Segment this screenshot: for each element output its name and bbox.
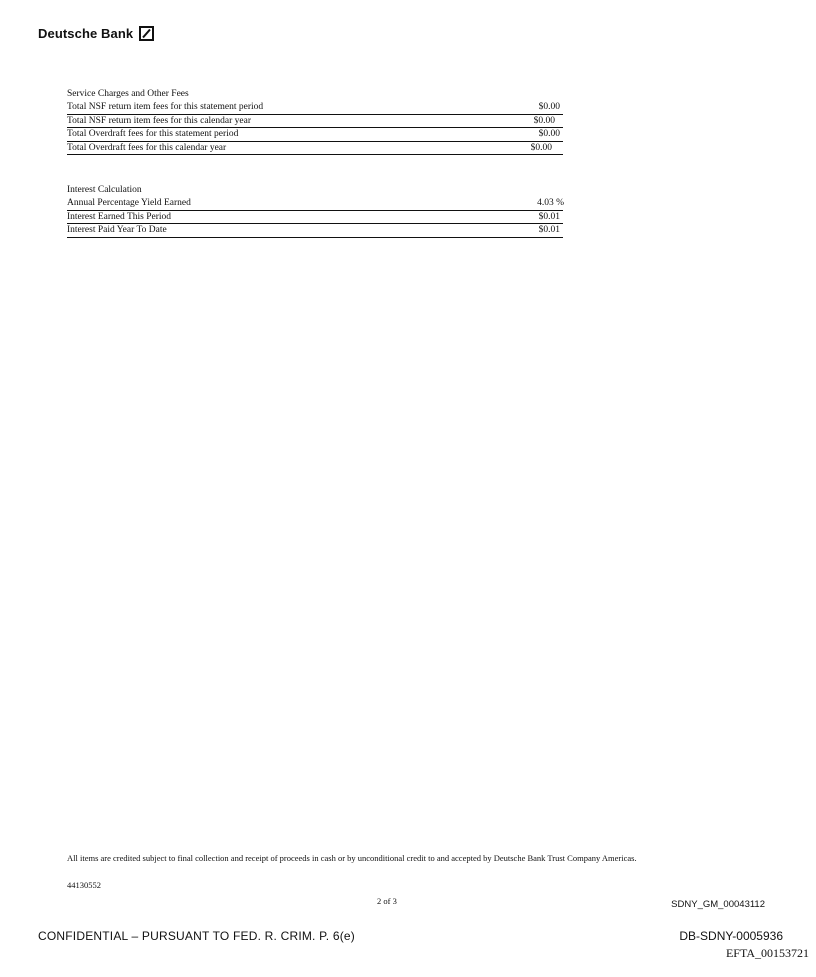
page-number: 2 of 3	[377, 896, 397, 906]
brand-name: Deutsche Bank	[38, 26, 134, 41]
interest-calculation-section	[67, 183, 563, 238]
section-title: Interest Calculation	[67, 185, 142, 195]
interest-value: $0.01	[538, 225, 560, 235]
fee-value: $0.00	[530, 142, 552, 153]
fee-value: $0.00	[538, 102, 560, 112]
interest-label: Interest Earned This Period	[67, 211, 172, 222]
interest-row	[67, 211, 563, 225]
interest-value: $0.01	[538, 211, 560, 222]
bates-db-number: DB-SDNY-0005936	[679, 929, 783, 943]
fee-label: Total NSF return item fees for this calendar year	[67, 115, 251, 126]
bates-sdny-number: SDNY_GM_00043112	[671, 899, 765, 910]
fee-row	[67, 142, 563, 156]
fee-row	[67, 101, 563, 115]
bank-logo	[38, 26, 154, 41]
confidential-notice: CONFIDENTIAL – PURSUANT TO FED. R. CRIM. P. 6(e)	[38, 929, 355, 943]
fee-label: Total Overdraft fees for this statement period	[67, 129, 239, 139]
interest-value: 4.03 %	[537, 198, 564, 208]
fee-value: $0.00	[538, 129, 560, 139]
interest-label: Annual Percentage Yield Earned	[67, 198, 191, 208]
service-charges-section	[67, 87, 563, 155]
deutsche-bank-slash-square-icon	[139, 26, 154, 41]
interest-row	[67, 224, 563, 238]
fee-label: Total NSF return item fees for this statement period	[67, 102, 264, 112]
section-title: Service Charges and Other Fees	[67, 89, 189, 99]
account-number: 44130552	[67, 880, 101, 890]
interest-row	[67, 197, 563, 211]
fee-row	[67, 128, 563, 142]
efta-number: EFTA_00153721	[725, 946, 809, 960]
interest-label: Interest Paid Year To Date	[67, 225, 167, 235]
fee-label: Total Overdraft fees for this calendar year	[67, 142, 227, 153]
fee-value: $0.00	[533, 115, 555, 126]
fee-row	[67, 115, 563, 129]
disclaimer-text: All items are credited subject to final collection and receipt of proceeds in cash or by unconditional credit to and accepted by Deutsche Bank Trust Company Americas.	[67, 853, 637, 863]
